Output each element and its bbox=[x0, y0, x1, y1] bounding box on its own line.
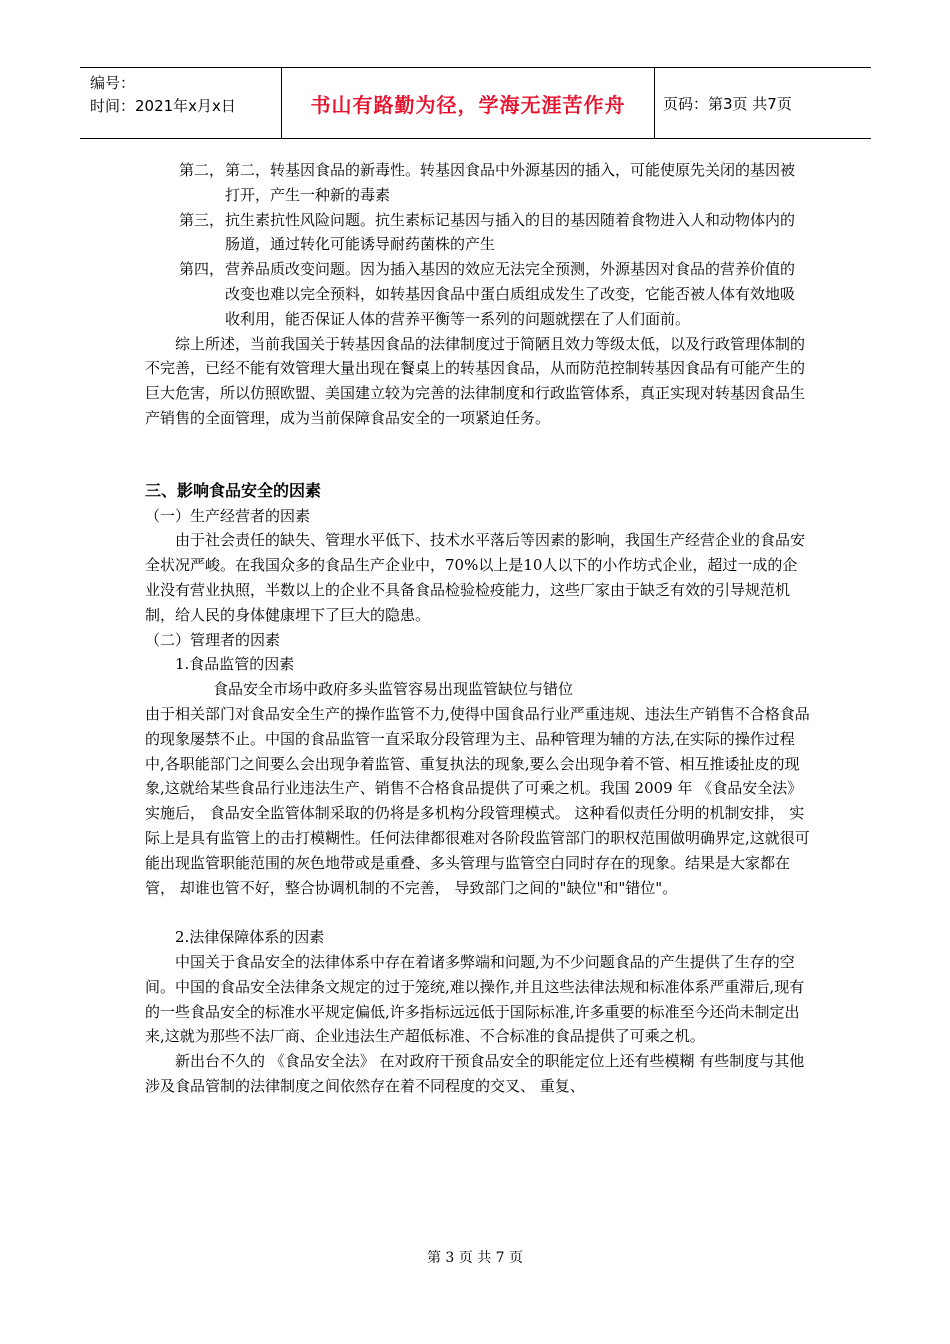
paragraph: 由于相关部门对食品安全生产的操作监管不力,使得中国食品行业严重违规、违法生产销售不合格食品的现象屡禁不止。中国的食品监管一直采取分段管理为主、品种管理为辅的方法,在实际的操作过程中,各职能部门之间要么会出现争着监管、重复执法的现象,要么会出现争着不管、相互推诿扯皮的现象,这就给某些食品行业违法生产、销售不合格食品提供了可乘之机。我国 2009 年 《食品安全法》 实施后， 食品安全监管体制采取的仍将是多机构分段管理模式。 这种看似责任分明的机制安排， 实际上是具有监管上的击打模糊性。任何法律都很难对各阶段监管部门的职权范围做明确界定,这就很可能出现监管职能范围的灰色地带或是重叠、多头管理与监管空白同时存在的现象。结果是大家都在管， 却谁也管不好，整合协调机制的不完善， 导致部门之间的"缺位"和"错位"。 bbox=[145, 704, 810, 897]
header-page-info: 页码：第3页 共7页 bbox=[663, 94, 792, 113]
list-item bbox=[145, 208, 810, 258]
page-header bbox=[80, 67, 871, 139]
item-title: 2.法律保障体系的因素 bbox=[175, 928, 325, 947]
number-label: 编号： bbox=[90, 74, 136, 92]
item-lead: 食品安全市场中政府多头监管容易出现监管缺位与错位 bbox=[213, 680, 574, 699]
paragraph: 中国关于食品安全的法律体系中存在着诸多弊端和问题,为不少问题食品的产生提供了生存的空间。中国的食品安全法律条文规定的过于笼统,难以操作,并且这些法律法规和标准体系严重滞后,现有的一些食品安全的标准水平规定偏低,许多指标远远低于国际标准,许多重要的标准至今还尚未制定出来,这就为那些不法厂商、企业违法生产超低标准、不合标准的食品提供了可乘之机。 bbox=[145, 952, 805, 1046]
section-title: 三、影响食品安全的因素 bbox=[145, 480, 322, 500]
list-item bbox=[145, 257, 810, 331]
header-meta bbox=[80, 68, 282, 138]
page-footer: 第 3 页 共 7 页 bbox=[426, 1250, 524, 1266]
summary-paragraph: 综上所述，当前我国关于转基因食品的法律制度过于简陋且效力等级太低，以及行政管理体制的不完善，已经不能有效管理大量出现在餐桌上的转基因食品，从而防范控制转基因食品有可能产生的巨大危害，所以仿照欧盟、美国建立较为完善的法律制度和行政监管体系，真正实现对转基因食品生产销售的全面管理，成为当前保障食品安全的一项紧迫任务。 bbox=[145, 334, 806, 427]
subsection-title: （一）生产经营者的因素 bbox=[145, 506, 311, 525]
subsection-title: （二）管理者的因素 bbox=[145, 630, 281, 649]
paragraph: 新出台不久的 《食品安全法》 在对政府干预食品安全的职能定位上还有些模糊 有些制度与其他涉及食品管制的法律制度之间依然存在着不同程度的交叉、 重复、 bbox=[145, 1052, 805, 1095]
header-motto: 书山有路勤为径，学海无涯苦作舟 bbox=[282, 68, 655, 138]
spacer bbox=[145, 900, 810, 925]
list-item-text: 抗生素抗性风险问题。抗生素标记基因与插入的目的基因随着食物进入人和动物体内的肠道，通过转化可能诱导耐药菌株的产生 bbox=[225, 210, 796, 254]
paragraph: 由于社会责任的缺失、管理水平低下、技术水平落后等因素的影响，我国生产经营企业的食品安全状况严峻。在我国众多的食品生产企业中，70%以上是10人以下的小作坊式企业，超过一成的企业没有营业执照，半数以上的企业不具备食品检验检疫能力，这些厂家由于缺乏有效的引导规范机制，给人民的身体健康埋下了巨大的隐患。 bbox=[145, 531, 806, 624]
item-title: 1.食品监管的因素 bbox=[175, 655, 295, 674]
list-item-label: 第二， bbox=[179, 161, 225, 179]
date-line: 时间：2021年x月x日 bbox=[90, 97, 236, 115]
list-item-text: 第二，转基因食品的新毒性。转基因食品中外源基因的插入，可能使原先关闭的基因被打开，产生一种新的毒素 bbox=[225, 161, 796, 204]
list-item-text: 营养品质改变问题。因为插入基因的效应无法完全预测，外源基因对食品的营养价值的改变也难以完全预料，如转基因食品中蛋白质组成发生了改变，它能否被人体有效地吸收利用，能否保证人体的营养平衡等一系列的问题就摆在了人们面前。 bbox=[225, 260, 796, 328]
list-item bbox=[145, 158, 810, 208]
list-item-label: 第三， bbox=[179, 210, 225, 229]
document-body bbox=[145, 158, 810, 1099]
list-item-label: 第四， bbox=[179, 260, 225, 279]
